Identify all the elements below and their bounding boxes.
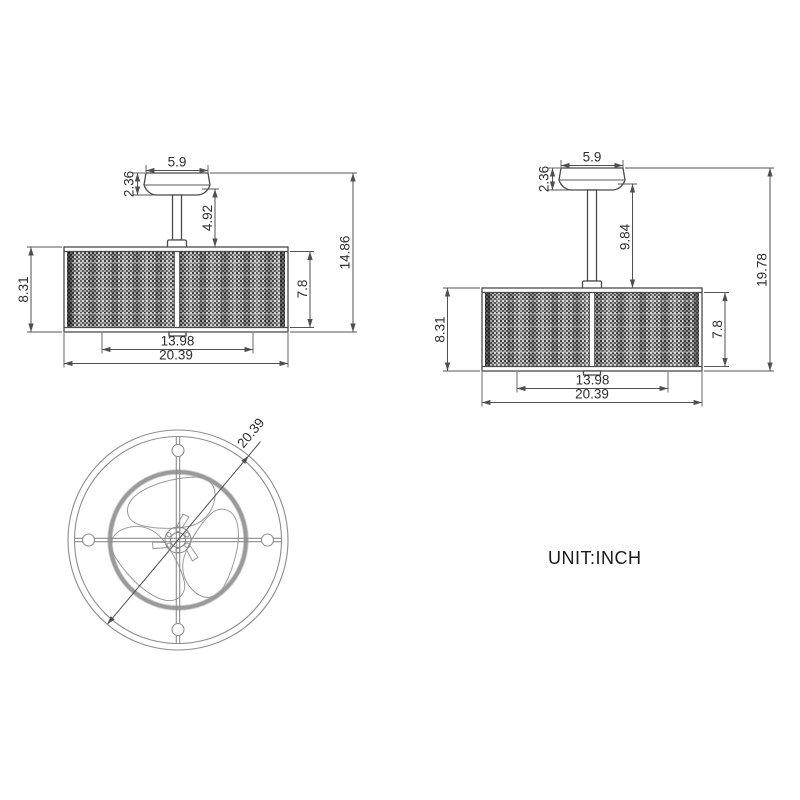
dim-label-canopy-width-short: 5.9: [167, 154, 187, 170]
dim-label-overall-width-short: 20.39: [159, 347, 193, 363]
dim-label-downrod-short: 4.92: [200, 204, 216, 232]
cage-drum: [482, 288, 702, 375]
canopy: [559, 168, 625, 190]
dim-label-inner-width-long: 13.98: [575, 372, 610, 388]
dim-label-total-height-short: 14.86: [337, 235, 353, 270]
mount-hole-top: [172, 445, 184, 457]
mount-hole-left: [83, 534, 95, 546]
dim-label-canopy-height-long: 2.36: [536, 165, 552, 193]
dim-label-diameter: 20.39: [234, 415, 268, 451]
dim-label-cage-height-short: 8.31: [16, 276, 32, 303]
dim-label-shade-height-short: 7.8: [295, 279, 311, 299]
dim-label-downrod-long: 9.84: [617, 223, 633, 251]
dim-label-inner-width-short: 13.98: [160, 333, 195, 349]
panel-divider: [175, 252, 180, 328]
panel-divider: [590, 293, 595, 367]
dim-label-total-height-long: 19.78: [754, 253, 770, 287]
mount-hole-bottom: [172, 624, 184, 636]
cage-drum: [64, 247, 288, 336]
dim-label-cage-height-long: 8.31: [432, 316, 448, 343]
canopy: [144, 173, 210, 195]
dim-label-shade-height-long: 7.8: [710, 320, 726, 339]
dim-label-canopy-width-long: 5.9: [582, 149, 602, 165]
unit-label: UNIT:INCH: [548, 548, 642, 568]
dim-label-canopy-height-short: 2.36: [121, 170, 137, 198]
dim-label-overall-width-long: 20.39: [575, 386, 609, 402]
mount-hole-right: [262, 534, 274, 546]
